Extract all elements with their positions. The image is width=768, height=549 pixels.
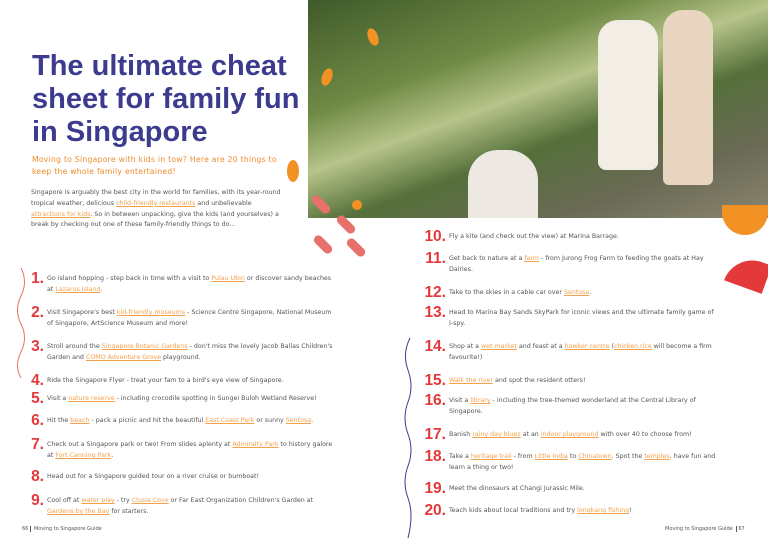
list-item	[424, 450, 719, 473]
item-text	[449, 230, 719, 243]
link[interactable]: Chinatown	[578, 453, 612, 460]
list-item	[28, 494, 337, 517]
link[interactable]: longkang fishing	[577, 507, 630, 514]
link[interactable]: Sentosa	[563, 289, 590, 296]
list-item	[28, 272, 337, 295]
list-item	[424, 230, 719, 243]
link[interactable]: beach	[70, 417, 90, 424]
text: .	[589, 289, 592, 296]
text: - from Jurong Frog Farm to feeding the goats at Hay Dairies.	[449, 255, 704, 273]
text: and feast at a	[516, 343, 565, 350]
item-text	[47, 272, 337, 295]
subtitle: Moving to Singapore with kids in tow? Here are 20 things to keep the whole family entertained!	[32, 155, 277, 176]
decor-red-shape	[724, 252, 768, 294]
link[interactable]: temples	[644, 453, 670, 460]
link[interactable]: nature reserve	[68, 395, 115, 402]
link[interactable]: East Coast Park	[205, 417, 255, 424]
text: - including crocodile spotting in Sungei Buloh Wetland Reserve!	[114, 395, 317, 402]
text: - pack a picnic and hit the beautiful	[89, 417, 206, 424]
page-title: The ultimate cheat sheet for family fun in Singapore	[32, 50, 300, 148]
text: Take a	[449, 453, 471, 460]
intro-paragraph	[31, 188, 281, 231]
link[interactable]: heritage trail	[470, 453, 512, 460]
footprint-icon	[287, 160, 299, 182]
text: or sunny	[254, 417, 286, 424]
text: Ride the Singapore Flyer - treat your fam to a bird's eye view of Singapore.	[47, 377, 284, 384]
text: Banish	[449, 431, 473, 438]
text: - try	[114, 497, 132, 504]
footer-label: Moving to Singapore Guide	[30, 526, 102, 532]
item-text	[449, 252, 719, 275]
link[interactable]: Pulau Ubin	[211, 275, 245, 282]
item-text	[47, 340, 337, 363]
link[interactable]: Clusia Cove	[131, 497, 169, 504]
decor-orange-semicircle	[722, 205, 768, 235]
text: Visit Singapore's best	[47, 309, 117, 316]
link[interactable]: Admiralty Park	[232, 441, 279, 448]
link[interactable]: child-friendly restaurants	[116, 199, 196, 207]
item-text	[47, 392, 337, 405]
item-text	[449, 482, 719, 495]
photo-mother	[598, 20, 658, 170]
link[interactable]: hawker centre	[564, 343, 610, 350]
item-number: 3.	[31, 338, 44, 355]
list-item	[28, 392, 337, 405]
list-item	[424, 428, 719, 441]
item-number: 20.	[424, 502, 446, 519]
text: - Science Centre Singapore, National Museum of Singapore, ArtScience Museum and more!	[47, 309, 332, 327]
text: .	[111, 452, 114, 459]
item-text	[47, 374, 337, 387]
text: , have fun and learn a thing or two!	[449, 453, 716, 471]
item-number: 11.	[425, 250, 446, 267]
item-number: 14.	[424, 338, 446, 355]
text: Head to Marina Bay Sands SkyPark for iconic views and the ultimate family game of I-spy.	[449, 309, 714, 327]
item-number: 15.	[424, 372, 446, 389]
link[interactable]: water play	[81, 497, 115, 504]
link[interactable]: library	[470, 397, 491, 404]
text: Head out for a Singapore guided tour on a river cruise or bumboat!	[47, 473, 260, 480]
item-text	[47, 414, 337, 427]
footer-right	[665, 526, 745, 532]
text: Take to the skies in a cable car over	[449, 289, 564, 296]
item-number: 9.	[31, 492, 44, 509]
text: Check out a Singapore park or two! From slides aplenty at	[47, 441, 233, 448]
item-number: 12.	[424, 284, 446, 301]
text: playground.	[161, 354, 201, 361]
text: Fly a kite (and check out the view) at Marina Barrage.	[449, 233, 619, 240]
list-item	[28, 340, 337, 363]
list-item	[28, 374, 337, 387]
text: to history galore at	[47, 441, 333, 459]
text: .	[100, 286, 103, 293]
item-text	[449, 306, 719, 329]
item-number: 18.	[424, 448, 446, 465]
link[interactable]: COMO Adventure Grove	[85, 354, 162, 361]
text: .	[311, 417, 314, 424]
item-text	[449, 286, 719, 299]
item-text	[449, 504, 719, 517]
text: Hit the	[47, 417, 71, 424]
item-number: 4.	[31, 372, 44, 389]
text: and unbelievable	[195, 199, 252, 207]
list-item	[424, 286, 719, 299]
item-text	[449, 428, 719, 441]
decor-wavy-line-red	[14, 268, 28, 378]
footer-label: Moving to Singapore Guide	[665, 526, 737, 532]
text: - don't miss the lovely Jacob Ballas Children's Garden and	[47, 343, 333, 361]
photo-child	[468, 150, 538, 218]
item-number: 1.	[31, 270, 44, 287]
text: Meet the dinosaurs at Changi Jurassic Mile.	[449, 485, 585, 492]
list-item	[28, 438, 337, 461]
item-number: 17.	[424, 426, 446, 443]
item-text	[47, 306, 337, 329]
text: and spot the resident otters!	[492, 377, 586, 384]
text: (	[609, 343, 615, 350]
decor-wavy-line-navy	[402, 338, 414, 538]
link[interactable]: Lazarus Island	[55, 286, 101, 293]
decor-dash	[345, 237, 367, 259]
photo-father	[663, 10, 713, 185]
item-number: 7.	[31, 436, 44, 453]
text: . So in between unpacking, give the kids (and yourselves) a break by checking out one of these family-friendly things to do…	[31, 210, 279, 229]
list-item	[424, 252, 719, 275]
item-text	[47, 494, 337, 517]
item-text	[449, 450, 719, 473]
link[interactable]: Little India	[534, 453, 568, 460]
text: Visit a	[449, 397, 471, 404]
item-text	[47, 470, 337, 483]
footer-left	[22, 526, 102, 532]
text: Stroll around the	[47, 343, 102, 350]
item-number: 13.	[424, 304, 446, 321]
link[interactable]: farm	[524, 255, 540, 262]
item-text	[47, 438, 337, 461]
list-item	[424, 374, 719, 387]
item-number: 2.	[31, 304, 44, 321]
link[interactable]: Walk the river	[449, 377, 493, 384]
text: Shop at a	[449, 343, 482, 350]
text: - including the tree-themed wonderland at the Central Library of Singapore.	[449, 397, 696, 415]
list-item	[424, 482, 719, 495]
text: at an	[520, 431, 541, 438]
item-number: 5.	[31, 390, 44, 407]
text: . Spot the	[611, 453, 645, 460]
text: with over 40 to choose from!	[598, 431, 692, 438]
list-item	[424, 340, 719, 363]
link[interactable]: Fort Canning Park	[55, 452, 112, 459]
link[interactable]: attractions for kids	[31, 210, 91, 218]
text: Get back to nature at a	[449, 255, 525, 262]
page-number: 67	[738, 526, 745, 532]
text: or Far East Organization Children's Garden at	[168, 497, 314, 504]
list-item	[424, 306, 719, 329]
link[interactable]: kid-friendly museums	[116, 309, 186, 316]
link[interactable]: rainy day blues	[472, 431, 521, 438]
link[interactable]: wet market	[481, 343, 517, 350]
item-text	[449, 374, 719, 387]
list-item	[424, 504, 719, 517]
item-number: 6.	[31, 412, 44, 429]
text: to	[567, 453, 579, 460]
text: for starters.	[109, 508, 149, 515]
text: - from	[511, 453, 535, 460]
list-item	[424, 394, 719, 417]
item-number: 19.	[424, 480, 446, 497]
text: Singapore is arguably the best city in the world for families, with its year-round tropical weather, delicious	[31, 189, 281, 207]
item-number: 16.	[424, 392, 446, 409]
link[interactable]: Sentosa	[285, 417, 312, 424]
item-text	[449, 340, 719, 363]
item-number: 8.	[31, 468, 44, 485]
text: Teach kids about local traditions and try	[449, 507, 578, 514]
link[interactable]: indoor playground	[540, 431, 599, 438]
page-number: 66	[22, 526, 29, 532]
text: or discover sandy beaches at	[47, 275, 332, 293]
text: Cool off at	[47, 497, 82, 504]
decor-dot	[352, 200, 362, 210]
item-text	[449, 394, 719, 417]
link[interactable]: Gardens by the Bay	[47, 508, 110, 515]
text: Visit a	[47, 395, 69, 402]
text: will become a firm favourite!)	[449, 343, 712, 361]
link[interactable]: chicken rice	[614, 343, 652, 350]
list-item	[28, 470, 337, 483]
list-item	[28, 306, 337, 329]
text: !	[629, 507, 632, 514]
text: Go island hopping - step back in time with a visit to	[47, 275, 212, 282]
item-number: 10.	[424, 228, 446, 245]
list-item	[28, 414, 337, 427]
decor-dash	[312, 234, 334, 256]
link[interactable]: Singapore Botanic Gardens	[101, 343, 188, 350]
